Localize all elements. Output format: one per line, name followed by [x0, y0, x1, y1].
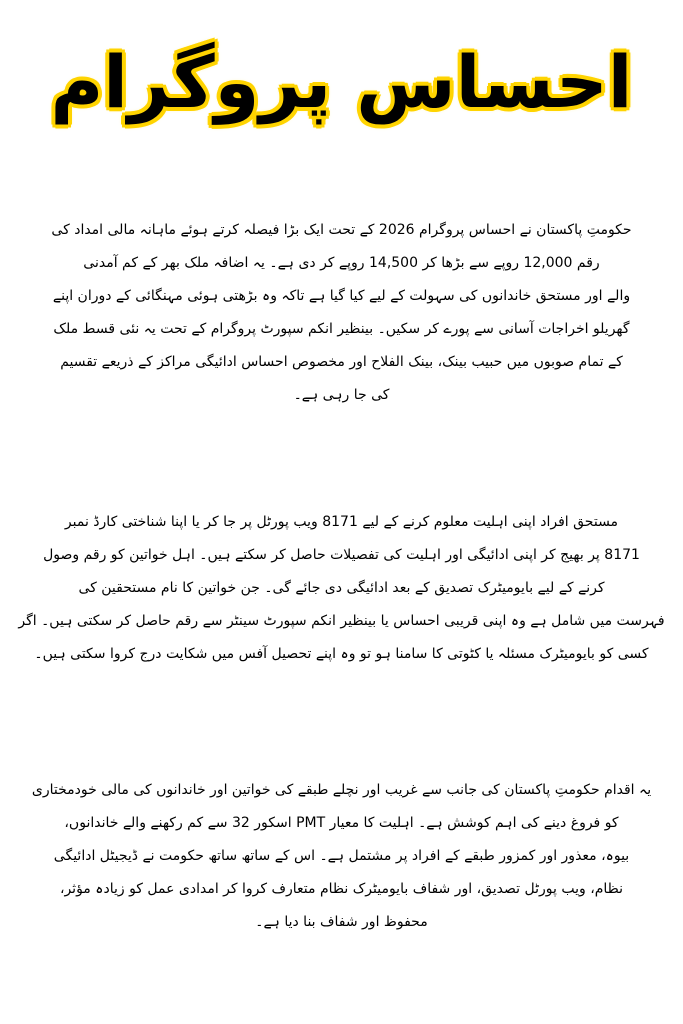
text-line: 8171 پر بھیج کر اپنی ادائیگی اور اہلیت کی تفصیلات حاصل کر سکتے ہیں۔ اہل خواتین کو رقم وصول [43, 547, 640, 563]
paragraph-3 [12, 774, 671, 939]
text-line: کے تمام صوبوں میں حبیب بینک، بینک الفلاح اور مخصوص احساس ادائیگی مراکز کے ذریعے تقسیم [60, 354, 623, 370]
text-line: کی جا رہی ہے۔ [293, 387, 390, 403]
text-line: فہرست میں شامل ہے وہ اپنی قریبی احساس یا بینظیر انکم سپورٹ سینٹر سے رقم حاصل کر سکتی ہیں۔ اگر [18, 613, 665, 629]
text-line: گھریلو اخراجات آسانی سے پورے کر سکیں۔ بینظیر انکم سپورٹ پروگرام کے تحت یہ نئی قسط ملک [53, 321, 630, 337]
text-line: کرنے کے لیے بایومیٹرک تصدیق کے بعد ادائیگی دی جائے گی۔ جن خواتین کا نام مستحقین کی [78, 580, 605, 596]
text-line: بیوہ، معذور اور کمزور طبقے کے افراد پر مشتمل ہے۔ اس کے ساتھ ساتھ حکومت نے ڈیجیٹل ادائیگی [53, 848, 630, 864]
text-line: والے اور مستحق خاندانوں کی سہولت کے لیے کیا گیا ہے تاکہ وہ بڑھتی ہوئی مہنگائی کے دوران اپنے [52, 288, 631, 304]
text-line: کو فروغ دینے کی اہم کوشش ہے۔ اہلیت کا معیار PMT اسکور 32 سے کم رکھنے والے خاندانوں، [64, 815, 619, 831]
page-title: احساس پروگرام [50, 40, 633, 124]
text-line: حکومتِ پاکستان نے احساس پروگرام 2026 کے تحت ایک بڑا فیصلہ کرتے ہوئے ماہانہ مالی امداد کی [51, 222, 632, 238]
text-line: رقم 12,000 روپے سے بڑھا کر 14,500 روپے کر دی ہے۔ یہ اضافہ ملک بھر کے کم آمدنی [83, 255, 600, 271]
paragraph-2 [12, 506, 671, 671]
text-line: محفوظ اور شفاف بنا دیا ہے۔ [255, 914, 428, 930]
text-line: یہ اقدام حکومتِ پاکستان کی جانب سے غریب اور نچلے طبقے کی خواتین اور خاندانوں کی مالی خودمختاری [31, 782, 652, 798]
text-line: نظام، ویب پورٹل تصدیق، اور شفاف بایومیٹرک نظام متعارف کروا کر امدادی عمل کو زیادہ مؤثر، [59, 881, 624, 897]
text-line: مستحق افراد اپنی اہلیت معلوم کرنے کے لیے 8171 ویب پورٹل پر جا کر یا اپنا شناختی کارڈ نمبر [64, 514, 619, 530]
text-line: کسی کو بایومیٹرک مسئلہ یا کٹوتی کا سامنا ہو تو وہ اپنے تحصیل آفس میں شکایت درج کروا سکتی ہیں۔ [34, 646, 649, 662]
paragraph-1 [12, 214, 671, 412]
